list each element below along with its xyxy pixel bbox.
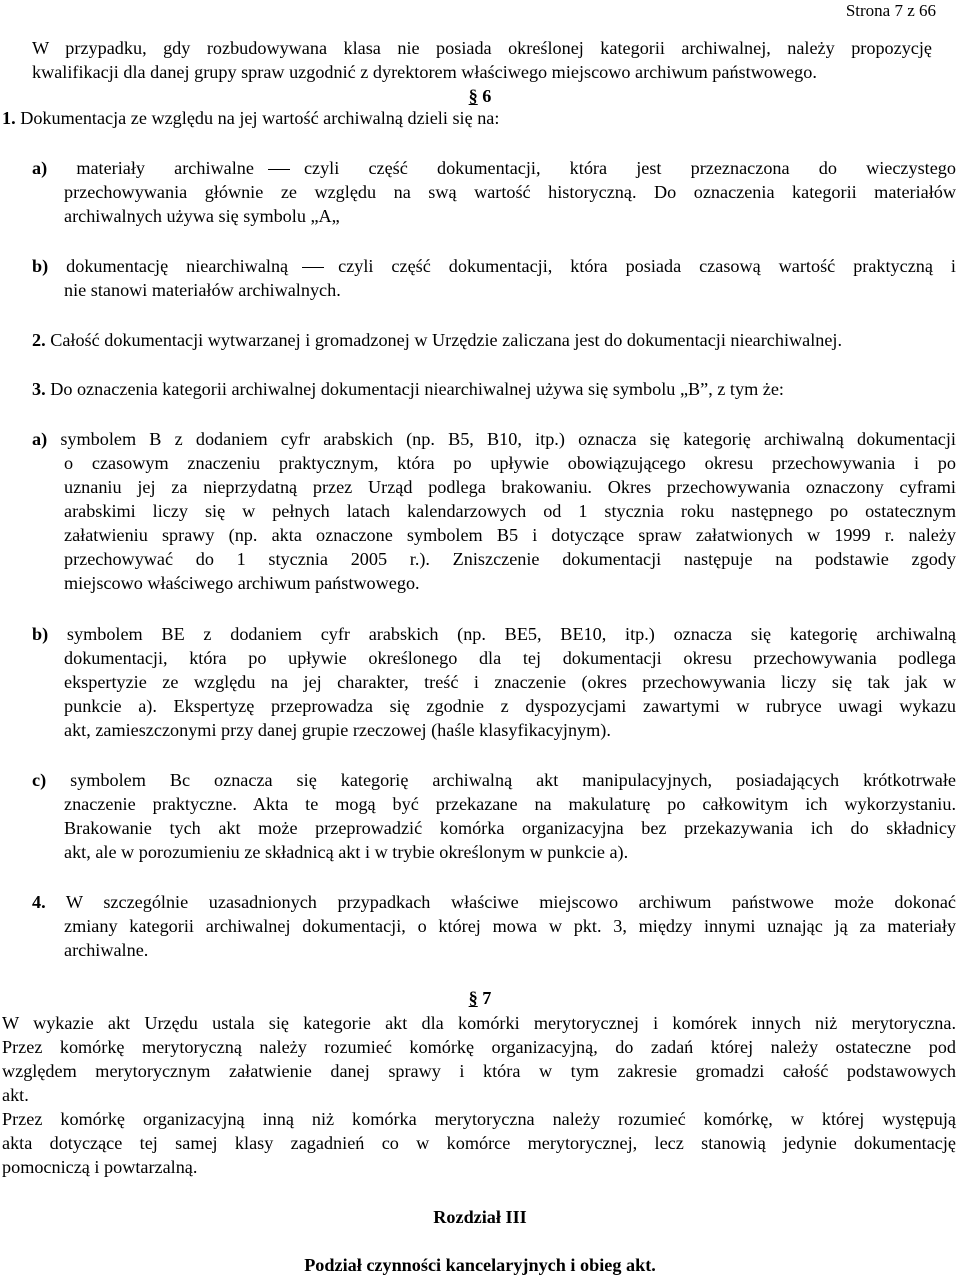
section-7-line: akt. <box>2 1085 29 1105</box>
intro-line-2: kwalifikacji dla danej grupy spraw uzgodnić z dyrektorem właściwego miejscowo archiwum państwowego. <box>32 62 817 82</box>
item-a-line-3: archiwalnych używa się symbolu „A„ <box>64 206 340 226</box>
chapter-subtitle: Podział czynności kancelaryjnych i obieg akt. <box>304 1255 656 1275</box>
item-label: a) <box>32 158 48 178</box>
section-number: 6 <box>482 86 492 106</box>
item-3b-line-1 <box>32 623 956 645</box>
paragraph-4-line: archiwalne. <box>64 940 149 960</box>
item-text: czyli część dokumentacji, która jest przeznaczona do wieczystego <box>303 158 956 178</box>
item-label: b) <box>32 256 49 276</box>
item-label: a) <box>32 429 48 449</box>
item-b-line-1 <box>32 255 956 277</box>
item-label: b) <box>32 624 49 644</box>
paragraph-text: Całość dokumentacji wytwarzanej i gromadzonej w Urzędzie zaliczana jest do dokumentacji niearchiwalnej. <box>45 330 843 350</box>
paragraph-number: 1. <box>2 108 16 128</box>
paragraph-number: 3. <box>32 379 46 399</box>
item-3a-line: miejscowo właściwego archiwum państwowego. <box>64 573 420 593</box>
paragraph-text: Do oznaczenia kategorii archiwalnej dokumentacji niearchiwalnej używa się symbolu „B”, z tym że: <box>45 379 784 399</box>
section-7-line: względem merytorycznym załatwienie danej sprawy i która w tym zakresie gromadzi całość podstawowych <box>2 1061 956 1081</box>
section-sign: § <box>468 988 478 1008</box>
item-text: symbolem BE z dodaniem cyfr arabskich (np. BE5, BE10, itp.) oznacza się kategorię archiwalną <box>48 624 956 644</box>
item-text: materiały archiwalne <box>47 158 254 178</box>
paragraph-4-line: zmiany kategorii archiwalnej dokumentacji, o której mowa w pkt. 3, między innymi uznając ją za materiały <box>64 916 956 936</box>
item-label: c) <box>32 770 47 790</box>
item-3a-line: załatwieniu sprawy (np. akta oznaczone symbolem B5 i dotyczące spraw załatwionych w 1999 r. należy <box>64 525 956 545</box>
item-3c-line: Brakowanie tych akt może przeprowadzić komórka organizacyjna bez przekazywania ich do składnicy <box>64 818 956 838</box>
paragraph-number: 2. <box>32 330 46 350</box>
item-3c-line: znaczenie praktyczne. Akta te mogą być przekazane na makulaturę po całkowitym ich wykorzystaniu. <box>64 794 956 814</box>
paragraph-text: Dokumentacja ze względu na jej wartość archiwalną dzieli się na: <box>15 108 500 128</box>
paragraph-number: 4. <box>32 892 46 912</box>
item-text: symbolem Bc oznacza się kategorię archiwalną akt manipulacyjnych, posiadających krótkotrwałe <box>46 770 956 790</box>
paragraph-2 <box>32 329 842 351</box>
section-7-line: pomocniczą i powtarzalną. <box>2 1157 198 1177</box>
section-7-line: Przez komórkę organizacyjną inną niż komórka merytoryczna należy rozumieć komórkę, w której występują <box>2 1109 956 1129</box>
section-sign: § <box>468 86 478 106</box>
section-7-line: Przez komórkę merytoryczną należy rozumieć komórkę organizacyjną, do zadań której należy ostateczne pod <box>2 1037 956 1057</box>
item-a-line-2: przechowywania głównie ze względu na swą wartość historyczną. Do oznaczenia kategorii materiałów <box>64 182 956 202</box>
paragraph-3 <box>32 378 784 400</box>
chapter-title: Rozdział III <box>433 1207 527 1227</box>
paragraph-text: W szczególnie uzasadnionych przypadkach właściwe miejscowo archiwum państwowe może dokonać <box>45 892 956 912</box>
item-3a-line: o czasowym znaczeniu praktycznym, która po upływie obowiązującego okresu przechowywania i po <box>64 453 956 473</box>
section-7-line: akta dotyczące tej samej klasy zagadnień co w komórce merytorycznej, lecz stanowią jedynie dokumentację <box>2 1133 956 1153</box>
item-3c-line-1 <box>32 769 956 791</box>
item-3c-line: akt, ale w porozumieniu ze składnicą akt i w trybie określonym w punkcie a). <box>64 842 629 862</box>
item-3a-line: arabskimi liczy się w pełnych latach kalendarzowych od 1 stycznia roku następnego po ostatecznym <box>64 501 956 521</box>
item-3b-line: ekspertyzie ze względu na jej charakter, treść i znaczenie (okres przechowywania liczy się tak jak w <box>64 672 956 692</box>
item-3b-line: akt, zamieszczonymi przy danej grupie rzeczowej (haśle klasyfikacyjnym). <box>64 720 611 740</box>
section-7-heading <box>0 987 960 1009</box>
intro-line-1: W przypadku, gdy rozbudowywana klasa nie posiada określonej kategorii archiwalnej, należy propozycję <box>32 38 932 58</box>
item-3b-line: punkcie a). Ekspertyzę przeprowadza się zgodnie z dyspozycjami zawartymi w rubryce uwagi wykazu <box>64 696 956 716</box>
section-6-heading <box>0 85 960 107</box>
item-3a-line: uznaniu jej za nieprzydatną przez Urząd podlega brakowaniu. Okres przechowywania oznaczony cyframi <box>64 477 956 497</box>
item-3a-line-1 <box>32 428 956 450</box>
section-number: 7 <box>482 988 492 1008</box>
item-text: symbolem B z dodaniem cyfr arabskich (np. B5, B10, itp.) oznacza się kategorię archiwalną dokumentacji <box>47 429 956 449</box>
item-a-line-1 <box>32 157 956 179</box>
section-7-line: W wykazie akt Urzędu ustala się kategorie akt dla komórki merytorycznej i komórek innych niż merytoryczna. <box>2 1013 956 1033</box>
paragraph-1 <box>2 107 499 129</box>
item-3b-line: dokumentacji, która po upływie określonego dla tej dokumentacji okresu przechowywania podlega <box>64 648 956 668</box>
paragraph-4-line-1 <box>32 891 956 913</box>
em-dash <box>302 267 324 268</box>
item-text: dokumentację niearchiwalną <box>48 256 289 276</box>
item-b-line-2: nie stanowi materiałów archiwalnych. <box>64 280 341 300</box>
page-number: Strona 7 z 66 <box>845 1 936 20</box>
item-3a-line: przechowywać do 1 stycznia 2005 r.). Zniszczenie dokumentacji następuje na podstawie zgody <box>64 549 956 569</box>
em-dash <box>268 169 290 170</box>
item-text: czyli część dokumentacji, która posiada czasową wartość praktyczną i <box>338 256 956 276</box>
